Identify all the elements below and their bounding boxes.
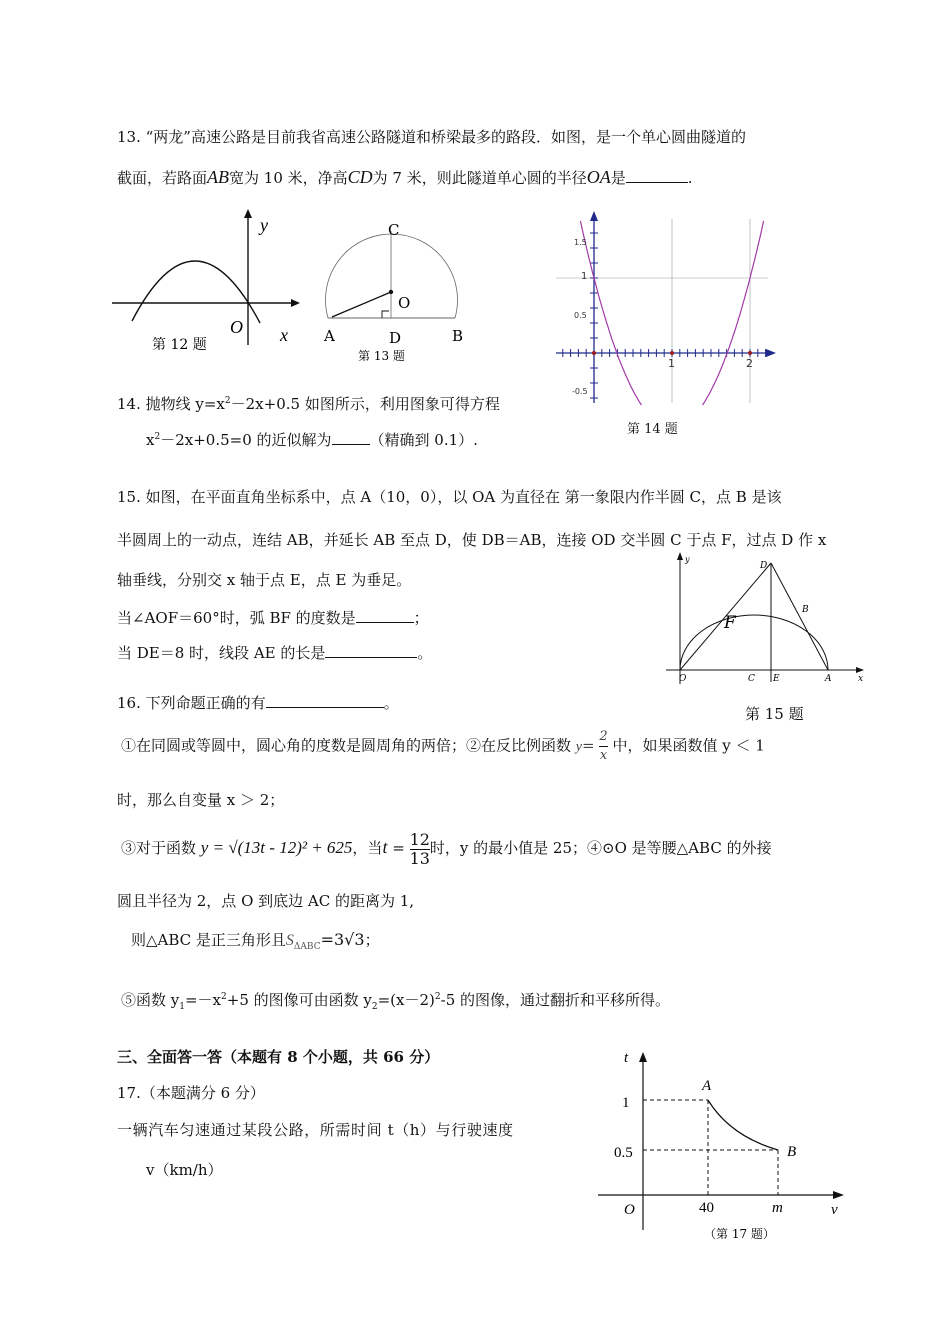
- fig14-parabola-grid: [548, 205, 783, 405]
- fig17-1-label: 1: [622, 1095, 630, 1111]
- fig15-x-label: x: [858, 674, 864, 684]
- q17-line2: v（km/h）: [146, 1161, 223, 1179]
- fig17-t-label: t: [624, 1050, 629, 1066]
- fig14-tick-x1: 1: [668, 357, 675, 370]
- q15-line2: 半圆周上的一动点，连结 AB，并延长 AB 至点 D，使 DB＝AB，连接 OD 交半圆 C 于点 F，过点 D 作 x: [117, 531, 827, 549]
- q16-func-expression: y = √(13t - 12)² + 625: [200, 838, 353, 857]
- fig14-caption: 第 14 题: [627, 422, 678, 437]
- fig15-a-label: A: [825, 674, 832, 684]
- fig12-caption: 第 12 题: [152, 337, 207, 353]
- fig13-tunnel-diagram: [318, 215, 478, 370]
- fig17-time-speed-graph: [598, 1040, 858, 1240]
- q16-fraction-12-13: $\frac{12}{13}$: [409, 829, 430, 868]
- fig13-caption: 第 13 题: [358, 349, 405, 363]
- q16-item4-cont: 则△ABC 是正三角形且$S_{\Delta ABC}=3√3$；: [131, 930, 380, 952]
- fig17-v-label: v: [831, 1202, 838, 1218]
- fig15-semicircle-diagram: [662, 548, 872, 688]
- fig14-tick-neg0.5: -0.5: [572, 387, 588, 396]
- q16-item3: ③对于函数 y = √(13t - 12)² + 625，当t = $\frac{12}{13}$ 时，y 的最小值是 25；④⊙O 是等腰△ABC 的外接: [121, 829, 772, 868]
- fig13-label-o: O: [398, 294, 411, 312]
- q16-line1: 16. 下列命题正确的有 。: [117, 694, 399, 712]
- fig15-o-label: O: [679, 674, 687, 684]
- fig14-tick-1.5: 1.5: [574, 238, 587, 247]
- fig15-d-label: D: [760, 561, 768, 571]
- q14-answer-blank[interactable]: [332, 430, 370, 445]
- fig17-m-label: m: [772, 1200, 783, 1216]
- section3-heading: 三、全面答一答（本题有 8 个小题，共 66 分）: [117, 1048, 440, 1066]
- q16-item5: ⑤函数 $y_1=-x^2+5$ 的图像可由函数 $y_2=(x-2)^2-5$ 的图像，通过翻折和平移所得。: [121, 991, 671, 1012]
- fig13-label-a: A: [324, 327, 335, 345]
- fig15-caption: 第 15 题: [745, 705, 804, 723]
- fig15-b-label: B: [802, 605, 809, 615]
- fig13-label-d: D: [389, 329, 402, 347]
- q15-ae-blank[interactable]: [325, 643, 417, 658]
- fig17-b-label: B: [787, 1144, 797, 1160]
- fig15-c-label: C: [748, 674, 755, 684]
- fig17-a-label: A: [702, 1078, 712, 1094]
- fig13-label-b: B: [452, 327, 464, 345]
- fig14-tick-0.5: 0.5: [574, 311, 587, 320]
- fig15-f-label: F: [724, 613, 736, 633]
- fig12-x-label: x: [280, 325, 288, 345]
- q16-item4: 圆且半径为 2，点 O 到底边 AC 的距离为 1,: [117, 892, 415, 910]
- q16-item1: ①在同圆或等圆中，圆心角的度数是圆周角的两倍；②在反比例函数 y= $\frac{2}{x}$ 中，如果函数值 y ＜ 1: [121, 729, 765, 763]
- fig13-label-c: C: [388, 221, 400, 239]
- fig15-y-label: y: [685, 555, 690, 564]
- q15-line1: 15. 如图，在平面直角坐标系中，点 A（10，0），以 OA 为直径在 第一象限内作半圆 C，点 B 是该: [117, 488, 782, 506]
- fig17-origin-label: O: [624, 1202, 635, 1218]
- q15-line4: 当∠AOF＝60°时，弧 BF 的度数是 ；: [117, 609, 429, 627]
- q13-answer-blank[interactable]: [626, 168, 688, 183]
- fig14-tick-1: 1: [581, 271, 588, 282]
- fig17-40-label: 40: [699, 1200, 714, 1216]
- fig17-caption: （第 17 题）: [704, 1227, 775, 1240]
- q13-line1: 13. “两龙”高速公路是目前我省高速公路隧道和桥梁最多的路段．如图，是一个单心圆曲隧道的: [117, 128, 746, 146]
- fig12-origin-label: O: [230, 317, 243, 337]
- q16-item1-cont: 时，那么自变量 x ＞ 2；: [117, 791, 285, 809]
- q17-title: 17.（本题满分 6 分）: [117, 1084, 265, 1102]
- fig14-tick-x2: 2: [746, 357, 753, 370]
- q15-line3: 轴垂线，分别交 x 轴于点 E，点 E 为垂足。: [117, 571, 412, 589]
- fig15-e-label: E: [773, 674, 780, 684]
- q14-line1: 14. 抛物线 $y=x^2-2x+0.5$ 如图所示，利用图象可得方程: [117, 395, 500, 413]
- q13-line2: 截面，若路面AB宽为 10 米，净高CD为 7 米，则此隧道单心圆的半径OA是 .: [117, 167, 693, 187]
- q16-answer-blank[interactable]: [266, 693, 384, 708]
- fig17-0.5-label: 0.5: [614, 1145, 633, 1161]
- fig12-y-label: y: [260, 215, 268, 235]
- q15-arc-blank[interactable]: [356, 608, 414, 623]
- q16-fraction-2-over-x: $\frac{2}{x}$: [599, 729, 608, 763]
- q17-line1: 一辆汽车匀速通过某段公路，所需时间 t（h）与行驶速度: [117, 1121, 514, 1139]
- q15-line5: 当 DE＝8 时，线段 AE 的长是 。: [117, 644, 433, 662]
- fig12-parabola-graph: [110, 205, 310, 360]
- q14-line2: $x^2-2x+0.5=0$ 的近似解为 （精确到 0.1）.: [146, 431, 478, 449]
